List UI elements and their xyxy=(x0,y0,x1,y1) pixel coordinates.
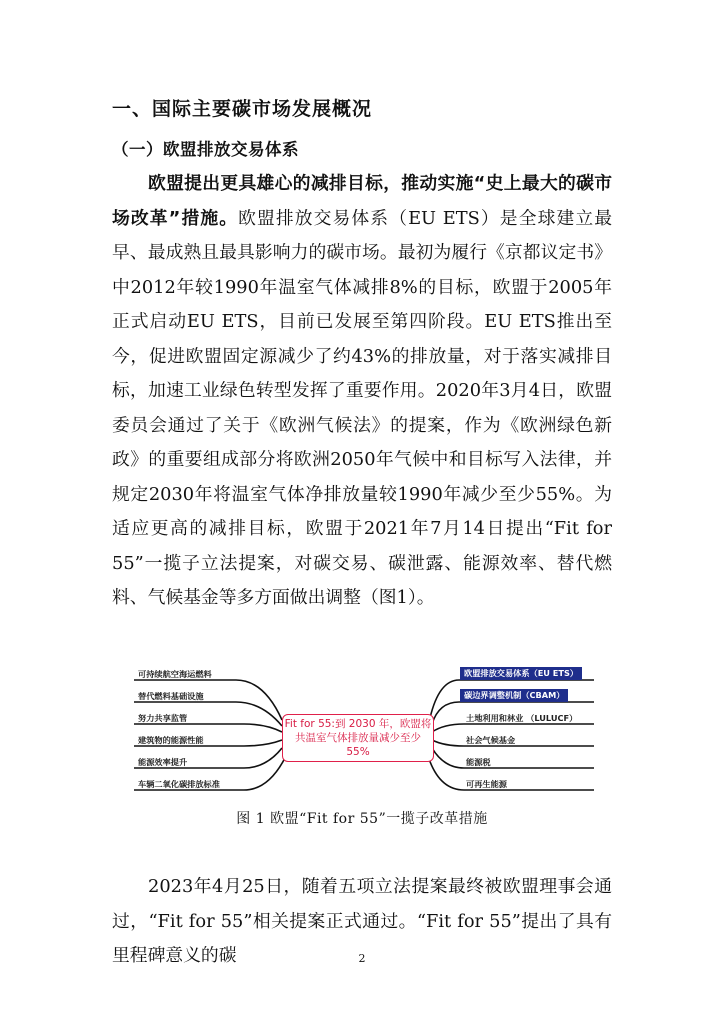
right-item-3: 土地利用和林业 （LULUCF） xyxy=(466,713,578,723)
left-item-1: 可持续航空海运燃料 xyxy=(138,669,212,679)
right-branch-6 xyxy=(428,756,594,790)
right-item-1: 欧盟排放交易体系（EU ETS） xyxy=(460,667,582,680)
left-item-2: 替代燃料基础设施 xyxy=(138,691,204,701)
left-branch-3 xyxy=(134,724,282,732)
paragraph-eu-ets xyxy=(112,167,612,616)
figure-caption: 图 1 欧盟“Fit for 55”一揽子改革措施 xyxy=(236,811,488,827)
left-item-6: 车辆二氧化碳排放标准 xyxy=(138,779,220,789)
right-item-5: 能源税 xyxy=(466,757,491,767)
right-item-6: 可再生能源 xyxy=(466,779,507,789)
right-item-4: 社会气候基金 xyxy=(466,735,516,745)
diagram-center-node: Fit for 55:到 2030 年，欧盟将共温室气体排放量减少至少 55% xyxy=(282,714,434,762)
right-item-2: 碳边界调整机制（CBAM） xyxy=(460,689,568,702)
right-branch-3 xyxy=(432,724,594,732)
right-branch-5 xyxy=(432,748,594,768)
paragraph-bold-lead: 欧盟提出更具雄心的减排目标，推动实施“史上最大的碳市场改革”措施。 xyxy=(112,173,612,229)
left-item-3: 努力共享监管 xyxy=(138,713,188,723)
paragraph-fit-for-55-adoption: 2023年4月25日，随着五项立法提案最终被欧盟理事会通过，“Fit for 55”相关提案正式通过。“Fit for 55”提出了具有里程碑意义的碳 xyxy=(112,876,612,966)
page-number: 2 xyxy=(358,952,366,965)
left-item-5: 能源效率提升 xyxy=(138,757,188,767)
subsection-heading: （一）欧盟排放交易体系 xyxy=(112,140,299,159)
left-item-4: 建筑物的能源性能 xyxy=(138,735,204,745)
section-heading: 一、国际主要碳市场发展概况 xyxy=(112,98,373,120)
fit-for-55-diagram xyxy=(134,660,594,800)
paragraph-body: 欧盟排放交易体系（EU ETS）是全球建立最早、最成熟且最具影响力的碳市场。最初为履行《京都议定书》中2012年较1990年温室气体减排8%的目标，欧盟于2005年正式启动EU ETS，目前已发展至第四阶段。EU ETS推出至今，促进欧盟固定源减少了约43%的排放量，对于落实减排目标，加速工业绿色转型发挥了重要作用。2020年3月4日，欧盟委员会通过了关于《欧洲气候法》的提案，作为《欧洲绿色新政》的重要组成部分将欧洲2050年气候中和目标写入法律，并规定2030年将温室气体净排放量较1990年减少至少55%。为适应更高的减排目标，欧盟于2021年7月14日提出“Fit for 55”一揽子立法提案，对碳交易、碳泄露、能源效率、替代燃料、气候基金等多方面做出调整（图1）。 xyxy=(112,207,613,608)
